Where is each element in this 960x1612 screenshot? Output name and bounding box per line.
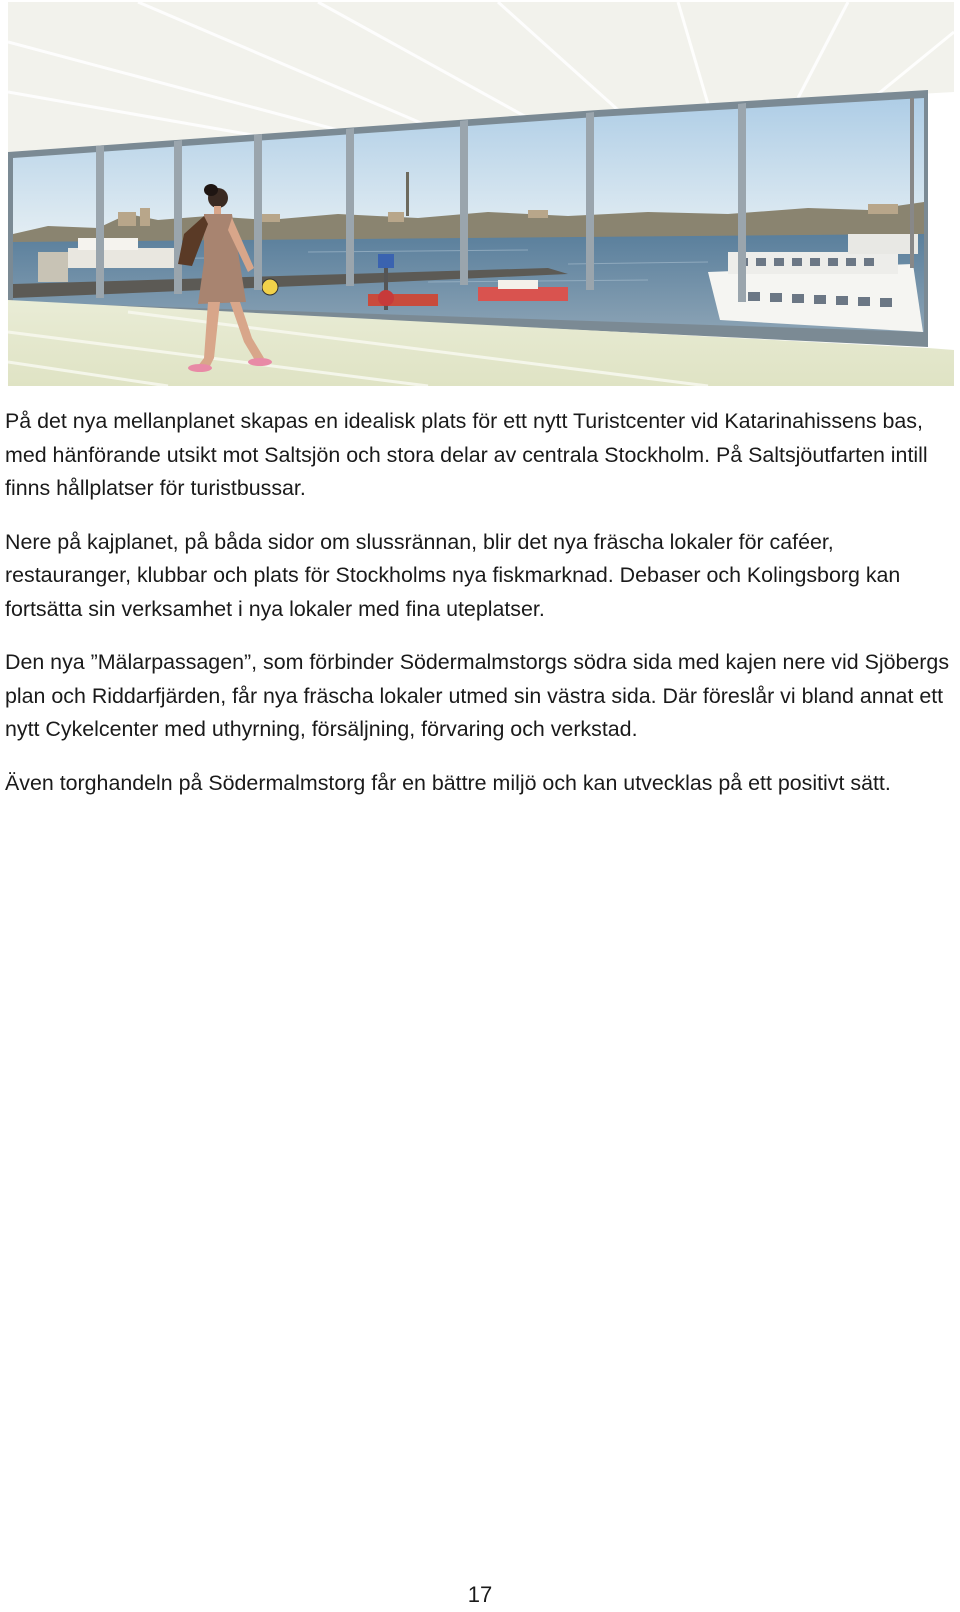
page-number: 17 (467, 1582, 493, 1607)
body-text (5, 405, 955, 820)
paragraph-turistcenter: På det nya mellanplanet skapas en idealisk plats för ett nytt Turistcenter vid Katarinahissens bas, med hänförande utsikt mot Saltsjön och stora delar av centrala Stockholm. På Saltsjöutfarten intill finns hållplatser för turistbussar. (5, 409, 928, 500)
paragraph-torghandeln: Även torghandeln på Södermalmstorg får en bättre miljö och kan utvecklas på ett positivt sätt. (5, 770, 891, 795)
rendering-illustration (8, 2, 954, 386)
paragraph-malarpassagen: Den nya ”Mälarpassagen”, som förbinder Södermalmstorgs södra sida med kajen nere vid Sjöbergs plan och Riddarfjärden, får nya fräscha lokaler utmed sin västra sida. Där föreslår vi bland annat ett nytt Cykelcenter med uthyrning, försäljning, förvaring och verkstad. (5, 650, 950, 741)
waterfront-view-illustration (8, 2, 954, 386)
paragraph-kajplanet: Nere på kajplanet, på båda sidor om slussrännan, blir det nya fräscha lokaler för caféer, restauranger, klubbar och plats för Stockholms nya fiskmarknad. Debaser och Kolingsborg kan fortsätta sin verksamhet i nya lokaler med fina uteplatser. (5, 529, 901, 621)
